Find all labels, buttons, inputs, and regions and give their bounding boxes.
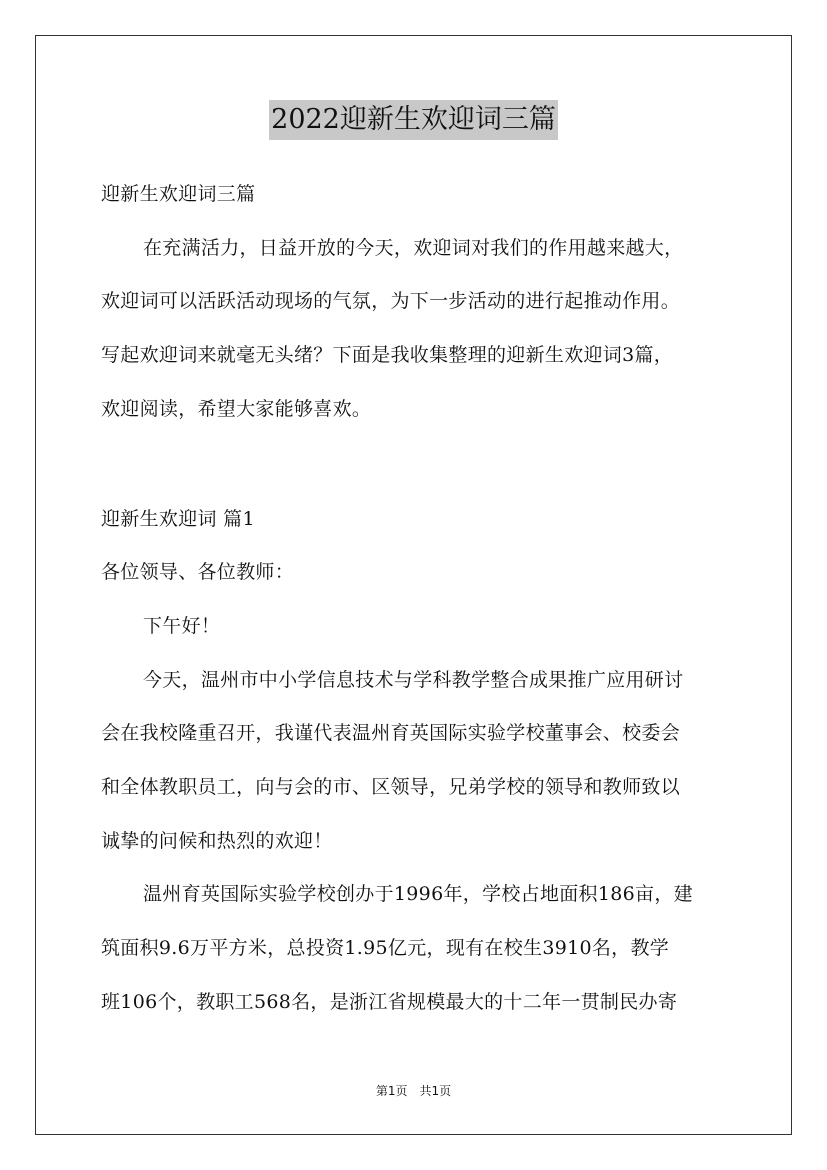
text-line: 今天，温州市中小学信息技术与学科教学整合成果推广应用研讨 [143, 669, 684, 691]
text-line: 欢迎词可以活跃活动现场的气氛，为下一步活动的进行起推动作用。 [101, 290, 681, 312]
section-heading: 迎新生欢迎词 篇1 [101, 508, 255, 530]
greeting: 下午好！ [143, 615, 221, 637]
text-line-heading: 迎新生欢迎词三篇 [101, 183, 256, 205]
text-line: 会在我校隆重召开，我谨代表温州育英国际实验学校董事会、校委会 [101, 722, 681, 744]
text-line: 写起欢迎词来就毫无头绪？下面是我收集整理的迎新生欢迎词3篇， [101, 344, 674, 366]
salutation: 各位领导、各位教师： [101, 561, 295, 583]
text-line: 筑面积9.6万平方米，总投资1.95亿元，现有在校生3910名，教学 [101, 937, 670, 959]
page-number-total: 共1页 [419, 1084, 452, 1098]
text-line: 诚挚的问候和热烈的欢迎！ [101, 830, 333, 852]
text-line: 温州育英国际实验学校创办于1996年，学校占地面积186亩，建 [143, 883, 693, 905]
text-line: 和全体教职员工，向与会的市、区领导，兄弟学校的领导和教师致以 [101, 776, 681, 798]
title-wrap [0, 100, 827, 140]
page-number-current: 第1页 [375, 1084, 408, 1098]
page-footer [0, 1083, 827, 1099]
text-line: 班106个，教职工568名，是浙江省规模最大的十二年一贯制民办寄 [101, 991, 678, 1013]
document-title: 2022迎新生欢迎词三篇 [269, 100, 558, 140]
text-line: 欢迎阅读，希望大家能够喜欢。 [101, 398, 372, 420]
text-line: 在充满活力，日益开放的今天，欢迎词对我们的作用越来越大， [143, 237, 684, 259]
